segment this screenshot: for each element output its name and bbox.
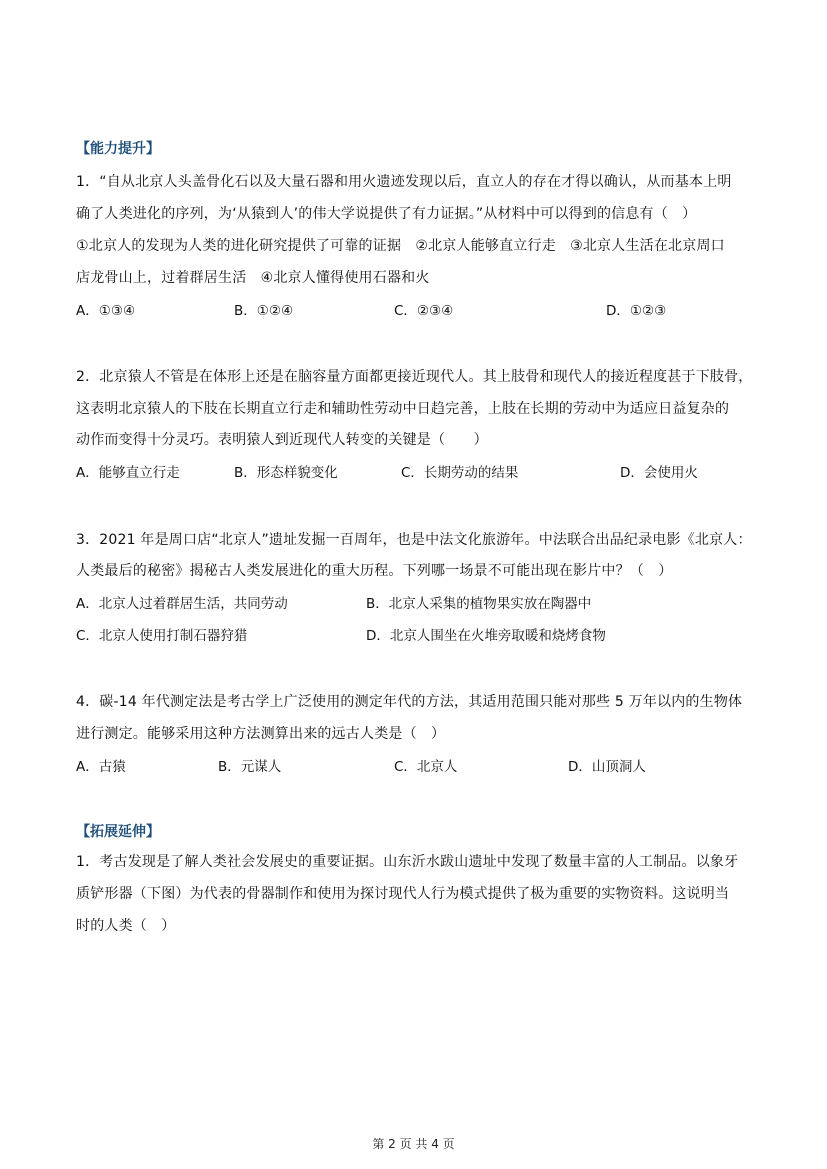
option-d: D．会使用火 bbox=[620, 465, 698, 481]
option-d: D．①②③ bbox=[606, 303, 667, 319]
option-b: B．形态样貌变化 bbox=[234, 465, 338, 481]
question-text-line: 确了人类进化的序列，为‘从猿到人’的伟大学说提供了有力证据。”从材料中可以得到的信息有（ ） bbox=[76, 206, 697, 222]
page-footer: 第 2 页 共 4 页 bbox=[372, 1137, 455, 1151]
option-a: A．①③④ bbox=[76, 303, 136, 319]
option-b: B．元谋人 bbox=[218, 759, 282, 775]
option-a: A．北京人过着群居生活，共同劳动 bbox=[76, 596, 288, 612]
question-text-line: ①北京人的发现为人类的进化研究提供了可靠的证据 ②北京人能够直立行走 ③北京人生活在北京周口 bbox=[76, 238, 725, 254]
question-text-line: 1．“自从北京人头盖骨化石以及大量石器和用火遗迹发现以后，直立人的存在才得以确认，从而基本上明 bbox=[76, 174, 732, 190]
question-text-line: 店龙骨山上，过着群居生活 ④北京人懂得使用石器和火 bbox=[76, 270, 430, 286]
question-text-line: 动作而变得十分灵巧。表明猿人到近现代人转变的关键是（ ） bbox=[76, 432, 488, 448]
question-text-line: 1．考古发现是了解人类社会发展史的重要证据。山东沂水跋山遗址中发现了数量丰富的人工制品。以象牙 bbox=[76, 854, 739, 870]
question-text-line: 这表明北京猿人的下肢在长期直立行走和辅助性劳动中日趋完善，上肢在长期的劳动中为适应日益复杂的 bbox=[76, 401, 730, 417]
option-a: A．古猿 bbox=[76, 759, 126, 775]
option-b: B．北京人采集的植物果实放在陶器中 bbox=[366, 596, 592, 612]
section-heading-extension: 【拓展延伸】 bbox=[76, 824, 160, 840]
question-text-line: 4．碳-14 年代测定法是考古学上广泛使用的测定年代的方法，其适用范围只能对那些 5 万年以内的生物体 bbox=[76, 694, 743, 710]
option-a: A．能够直立行走 bbox=[76, 465, 180, 481]
question-text-line: 3．2021 年是周口店“北京人”遗址发掘一百周年，也是中法文化旅游年。中法联合出品纪录电影《北京人： bbox=[76, 532, 752, 548]
section-heading-ability: 【能力提升】 bbox=[76, 141, 160, 157]
option-d: D．山顶洞人 bbox=[568, 759, 646, 775]
option-c: C．北京人使用打制石器狩猎 bbox=[76, 628, 248, 644]
question-text-line: 质铲形器（下图）为代表的骨器制作和使用为探讨现代人行为模式提供了极为重要的实物资料。这说明当 bbox=[76, 886, 730, 902]
question-text-line: 人类最后的秘密》揭秘古人类发展进化的重大历程。下列哪一场景不可能出现在影片中？（ ） bbox=[76, 563, 673, 579]
option-c: C．北京人 bbox=[394, 759, 458, 775]
question-text-line: 时的人类（ ） bbox=[76, 918, 176, 934]
option-c: C．长期劳动的结果 bbox=[401, 465, 519, 481]
option-c: C．②③④ bbox=[394, 303, 454, 319]
question-text-line: 2．北京猿人不管是在体形上还是在脑容量方面都更接近现代人。其上肢骨和现代人的接近程度甚于下肢骨， bbox=[76, 369, 753, 385]
option-b: B．①②④ bbox=[234, 303, 294, 319]
option-d: D．北京人围坐在火堆旁取暖和烧烤食物 bbox=[366, 628, 606, 644]
question-text-line: 进行测定。能够采用这种方法测算出来的远古人类是（ ） bbox=[76, 726, 446, 742]
